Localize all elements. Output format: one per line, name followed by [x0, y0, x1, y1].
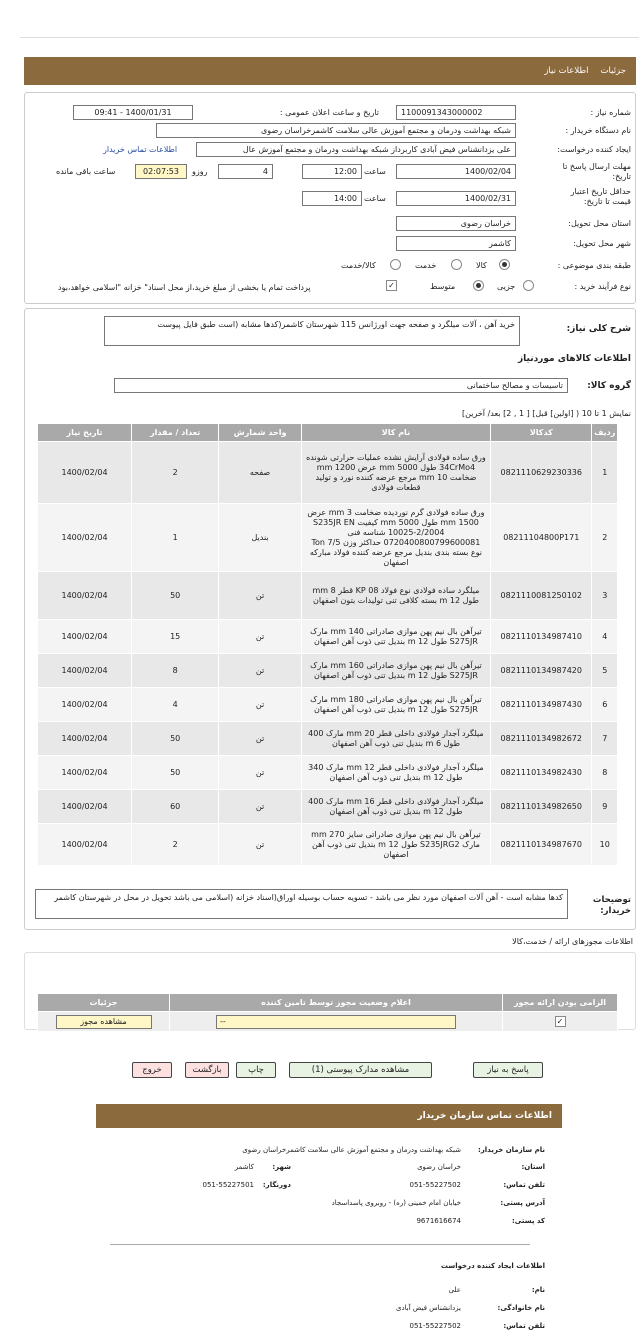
row-number: 4 [592, 620, 618, 654]
row-qty: 50 [132, 722, 219, 756]
table-row [38, 688, 618, 722]
category-service-label: خدمت [415, 261, 437, 270]
row-unit: تن [219, 790, 302, 824]
row-code: 0821110134987670 [491, 824, 592, 866]
permit-row [38, 1012, 618, 1032]
payment-checkbox[interactable]: ✓ [386, 280, 397, 291]
province-field: خراسان رضوی [396, 216, 516, 231]
row-code: 0821110134987420 [491, 654, 592, 688]
row-code: 0821110134987430 [491, 688, 592, 722]
row-unit: تن [219, 824, 302, 866]
process-medium-label: متوسط [430, 282, 456, 291]
contact-org-label: نام سازمان خریدار: [477, 1146, 545, 1154]
row-date: 1400/02/04 [38, 824, 132, 866]
process-partial-label: جزیی [497, 282, 516, 291]
announce-field: 1400/01/31 - 09:41 [73, 105, 193, 120]
remaining-time-field: 02:07:53 [135, 164, 187, 179]
creator-phone: 051-55227502 [409, 1322, 461, 1330]
contact-city-label: شهر: [272, 1163, 291, 1171]
validity-time-label: ساعت [364, 194, 386, 203]
creator-family-label: نام خانوادگی: [497, 1304, 545, 1312]
process-medium-radio[interactable] [473, 280, 484, 291]
row-date: 1400/02/04 [38, 688, 132, 722]
deadline-time-field: 12:00 [302, 164, 362, 179]
goods-table-header [38, 424, 618, 442]
permit-status-field: -- [216, 1015, 456, 1029]
row-number: 1 [592, 442, 618, 504]
table-row [38, 756, 618, 790]
row-number: 7 [592, 722, 618, 756]
summary-text: خرید آهن ، آلات میلگرد و صفحه جهت اورژانس 115 شهرستان کاشمر(کدها مشابه (است طبق فایل پیوست [104, 316, 520, 346]
creator-field: علی یزدانشناس فیض آبادی کاربرداز شبکه بهداشت ودرمان و مجتمع آموزش عال [196, 142, 516, 157]
row-qty: 60 [132, 790, 219, 824]
top-divider [20, 37, 639, 38]
col-required: الزامی بودن ارائه مجوز [503, 994, 618, 1012]
row-date: 1400/02/04 [38, 620, 132, 654]
validity-date-field: 1400/02/31 [396, 191, 516, 206]
contact-buyer-link[interactable]: اطلاعات تماس خریدار [103, 145, 178, 154]
permits-header [38, 994, 618, 1012]
deadline-date-field: 1400/02/04 [396, 164, 516, 179]
contact-phone-label: تلفن تماس: [503, 1181, 545, 1189]
row-name: ورق ساده فولادی گرم نوردیده ضخامت 3 mm عرض 1500 mm طول 5000 mm کیفیت S235JR EN 10025-2/2004 شناسه فنی 0720400800799600081 حداکثر وزن 7/5 Ton نوع بسته بندی بندیل مرجع عرضه کننده فولاد مبارکه اصفهان [301, 504, 490, 572]
col-unit: واحد شمارش [219, 424, 302, 442]
row-unit: تن [219, 572, 302, 620]
creator-info-title: اطلاعات ایجاد کننده درخواست [440, 1262, 545, 1270]
buyer-notes-label: توضیحات خریدار: [592, 895, 631, 916]
row-code: 0821110629230336 [491, 442, 592, 504]
buyer-org-label: نام دستگاه خریدار : [565, 126, 631, 135]
buyer-org-field: شبکه بهداشت ودرمان و مجتمع آموزش عالی سلامت کاشمرخراسان رضوی [156, 123, 516, 138]
row-date: 1400/02/04 [38, 442, 132, 504]
row-qty: 2 [132, 824, 219, 866]
category-service-radio[interactable] [451, 259, 462, 270]
validity-label: حداقل تاریخ اعتبار قیمت تا تاریخ: [570, 187, 631, 206]
row-number: 9 [592, 790, 618, 824]
row-name: ورق ساده فولادی آرایش نشده عملیات حرارتی شونده 34CrMo4 طول 5000 mm عرض 1200 mm ضخامت 10 mm مرجع عرضه کننده نورد و تولید قطعات فولادی [301, 442, 490, 504]
back-button[interactable]: بازگشت [185, 1062, 229, 1078]
contact-divider [110, 1244, 530, 1245]
contact-header: اطلاعات تماس سازمان خریدار [96, 1104, 562, 1128]
goods-group-field: تاسیسات و مصالح ساختمانی [114, 378, 568, 393]
contact-phone: 051-55227502 [409, 1181, 461, 1189]
contact-fax: 051-55227501 [202, 1181, 254, 1189]
row-name: میلگرد آجدار فولادی داخلی قطر 16 mm مارک 400 طول 12 m بندیل تنی ذوب آهن اصفهان [301, 790, 490, 824]
col-qty: تعداد / مقدار [132, 424, 219, 442]
table-row [38, 620, 618, 654]
row-qty: 15 [132, 620, 219, 654]
paging[interactable]: نمایش 1 تا 10 ( [اولین] قبل] [ 1 , 2] بعد/ آخرین] [462, 409, 631, 418]
row-number: 10 [592, 824, 618, 866]
row-unit: تن [219, 654, 302, 688]
permits-table [37, 993, 618, 1032]
process-partial-radio[interactable] [523, 280, 534, 291]
summary-label: شرح کلی نیاز: [566, 324, 631, 334]
tab-details[interactable]: جزئیات [600, 66, 626, 76]
row-qty: 50 [132, 572, 219, 620]
table-row [38, 572, 618, 620]
reply-button[interactable]: پاسخ به نیاز [473, 1062, 543, 1078]
row-unit: بندیل [219, 504, 302, 572]
table-row [38, 722, 618, 756]
city-label: شهر محل تحویل: [573, 239, 631, 248]
contact-address: خیابان امام خمینی (ره) - روبروی پاسداسجاد [331, 1199, 461, 1207]
row-name: تیرآهن بال نیم پهن موازی صادراتی سایز 270 mm مارک S235JRG2 طول 12 m بندیل تنی ذوب آهن اصفهان [301, 824, 490, 866]
row-number: 8 [592, 756, 618, 790]
row-number: 2 [592, 504, 618, 572]
row-qty: 4 [132, 688, 219, 722]
row-code: 0821110134982430 [491, 756, 592, 790]
page-header [24, 57, 636, 85]
row-unit: تن [219, 756, 302, 790]
days-label: روزو [192, 167, 208, 176]
creator-label: ایجاد کننده درخواست: [557, 145, 631, 154]
row-name: میلگرد آجدار فولادی داخلی قطر 12 mm مارک 340 طول 12 m بندیل تنی ذوب آهن اصفهان [301, 756, 490, 790]
row-qty: 50 [132, 756, 219, 790]
category-both-label: کالا/خدمت [341, 261, 376, 270]
table-row [38, 824, 618, 866]
goods-group-label: گروه کالا: [587, 381, 631, 391]
row-date: 1400/02/04 [38, 790, 132, 824]
contact-address-label: آدرس پستی: [500, 1199, 545, 1207]
table-row [38, 654, 618, 688]
row-qty: 2 [132, 442, 219, 504]
row-code: 0821110134982650 [491, 790, 592, 824]
goods-table [37, 423, 618, 866]
row-date: 1400/02/04 [38, 504, 132, 572]
contact-postal-label: کد پستی: [511, 1217, 545, 1225]
province-label: استان محل تحویل: [568, 219, 631, 228]
col-code: کدکالا [491, 424, 592, 442]
row-name: میلگرد ساده فولادی نوع فولاد 08 KP قطر 8 mm طول 12 m بسته کلافی تنی تولیدات بتون اصفهان [301, 572, 490, 620]
col-details: جزئیات [38, 994, 170, 1012]
creator-name: علی [448, 1286, 461, 1294]
row-unit: تن [219, 620, 302, 654]
permit-details-cell [38, 1012, 170, 1032]
row-name: تیرآهن بال نیم پهن موازی صادراتی 160 mm مارک S275JR طول 12 m بندیل تنی ذوب آهن اصفهان [301, 654, 490, 688]
row-date: 1400/02/04 [38, 756, 132, 790]
contact-fax-label: دورنگار: [262, 1181, 291, 1189]
print-button[interactable]: چاپ [236, 1062, 276, 1078]
creator-phone-label: تلفن تماس: [503, 1322, 545, 1330]
row-date: 1400/02/04 [38, 722, 132, 756]
table-row [38, 790, 618, 824]
permit-status-cell [170, 1012, 503, 1032]
contact-province-label: استان: [521, 1163, 545, 1171]
row-unit: تن [219, 688, 302, 722]
category-both-radio[interactable] [390, 259, 401, 270]
announce-label: تاریخ و ساعت اعلان عمومی : [279, 108, 379, 117]
col-date: تاریخ نیاز [38, 424, 132, 442]
exit-button[interactable]: خروج [132, 1062, 172, 1078]
row-qty: 8 [132, 654, 219, 688]
row-unit: تن [219, 722, 302, 756]
row-unit: صفحه [219, 442, 302, 504]
buyer-notes-text: کدها مشابه است - آهن آلات اصفهان مورد نظر می باشد - تسویه حساب بوسیله اوراق(اسناد خزانه (اسلامی می باشد تحویل در محل در شهرستان کاشمر [35, 889, 568, 919]
city-field: کاشمر [396, 236, 516, 251]
row-name: تیرآهن بال نیم پهن موازی صادراتی 180 mm مارک S275JR طول 12 m بندیل تنی ذوب آهن اصفهان [301, 688, 490, 722]
goods-info-title: اطلاعات کالاهای موردنیاز [517, 354, 631, 364]
col-name: نام کالا [301, 424, 490, 442]
table-row [38, 442, 618, 504]
col-row: ردیف [592, 424, 618, 442]
contact-province: خراسان رضوی [417, 1163, 461, 1171]
category-goods-radio[interactable] [499, 259, 510, 270]
row-name: میلگرد آجدار فولادی داخلی قطر 20 mm مارک 400 طول 6 m بندیل تنی ذوب آهن اصفهان [301, 722, 490, 756]
row-number: 6 [592, 688, 618, 722]
category-goods-label: کالا [476, 261, 487, 270]
view-permit-button[interactable]: مشاهده مجوز [56, 1015, 152, 1029]
row-code: 0821110134987410 [491, 620, 592, 654]
contact-city: کاشمر [234, 1163, 254, 1171]
creator-name-label: نام: [531, 1286, 545, 1294]
row-number: 5 [592, 654, 618, 688]
tab-need-info[interactable]: اطلاعات نیاز [544, 66, 589, 76]
process-label: نوع فرآیند خرید : [574, 282, 631, 291]
deadline-time-label: ساعت [364, 167, 386, 176]
permit-required-checkbox[interactable]: ✓ [555, 1016, 566, 1027]
row-name: تیرآهن بال نیم پهن موازی صادراتی 140 mm مارک S275JR طول 12 m بندیل تنی ذوب آهن اصفهان [301, 620, 490, 654]
attachments-button[interactable]: مشاهده مدارک پیوستی (1) [289, 1062, 432, 1078]
creator-family: یزدانشناس فیض آبادی [396, 1304, 461, 1312]
payment-note: پرداخت تمام یا بخشی از مبلغ خرید،از محل اسناد" خزانه "اسلامی خواهد،بود [58, 283, 311, 292]
row-code: 0821110134982672 [491, 722, 592, 756]
row-date: 1400/02/04 [38, 654, 132, 688]
permits-title: اطلاعات مجوزهای ارائه / خدمت،کالا [512, 937, 633, 946]
row-code: 08211104800P171 [491, 504, 592, 572]
need-number-label: شماره نیاز : [590, 108, 631, 117]
days-field: 4 [218, 164, 273, 179]
row-qty: 1 [132, 504, 219, 572]
need-number-field: 1100091343000002 [396, 105, 516, 120]
col-status: اعلام وضعیت مجوز توسط تامین کننده [170, 994, 503, 1012]
contact-postal: 9671616674 [416, 1217, 461, 1225]
table-row [38, 504, 618, 572]
validity-time-field: 14:00 [302, 191, 362, 206]
contact-org: شبکه بهداشت ودرمان و مجتمع آموزش عالی سلامت کاشمرخراسان رضوی [242, 1146, 461, 1154]
category-label: طبقه بندی موضوعی : [557, 261, 631, 270]
row-number: 3 [592, 572, 618, 620]
remaining-time-label: ساعت باقی مانده [56, 167, 116, 176]
row-date: 1400/02/04 [38, 572, 132, 620]
permit-required-cell [503, 1012, 618, 1032]
deadline-label: مهلت ارسال پاسخ تا تاریخ: [562, 162, 631, 181]
row-code: 0821110081250102 [491, 572, 592, 620]
